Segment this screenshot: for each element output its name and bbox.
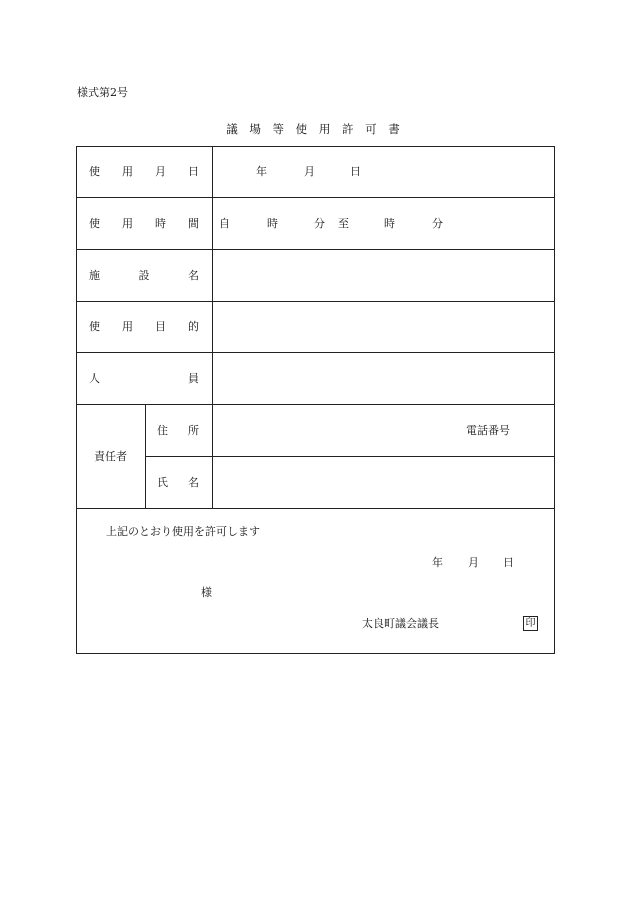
name-field[interactable] <box>213 457 554 507</box>
approval-month-field[interactable]: 月 <box>468 556 479 569</box>
issuer-title: 太良町議会議長 <box>362 617 439 630</box>
use-purpose-label: 使 用 目 的 <box>89 320 199 333</box>
facility-name-label: 施 設 名 <box>89 269 199 282</box>
responsible-person-label: 責任者 <box>94 450 127 463</box>
use-date-day-field[interactable]: 日 <box>350 165 361 178</box>
facility-name-field[interactable] <box>213 250 554 300</box>
use-date-label: 使 用 月 日 <box>89 165 199 178</box>
use-time-end-hour-field[interactable]: 時 <box>384 217 395 230</box>
name-label: 氏 名 <box>157 476 199 489</box>
addressee-suffix: 様 <box>201 586 212 599</box>
approval-year-field[interactable]: 年 <box>432 556 443 569</box>
row-divider <box>76 197 555 198</box>
approval-day-field[interactable]: 日 <box>503 556 514 569</box>
use-time-start-hour-field[interactable]: 時 <box>267 217 278 230</box>
row-divider <box>76 508 555 509</box>
headcount-field[interactable] <box>213 353 554 403</box>
use-time-end-minute-field[interactable]: 分 <box>432 217 443 230</box>
seal-icon: 印 <box>523 616 538 631</box>
use-time-from-marker: 自 <box>219 217 230 230</box>
headcount-label: 人 員 <box>89 372 199 385</box>
use-date-year-field[interactable]: 年 <box>256 165 267 178</box>
use-time-start-minute-field[interactable]: 分 <box>314 217 325 230</box>
column-divider <box>145 404 146 508</box>
document-title: 議 場 等 使 用 許 可 書 <box>226 122 404 136</box>
phone-number-label: 電話番号 <box>466 424 510 437</box>
use-purpose-field[interactable] <box>213 302 554 351</box>
use-date-month-field[interactable]: 月 <box>304 165 315 178</box>
address-field[interactable] <box>213 405 463 455</box>
address-label: 住 所 <box>157 424 199 437</box>
approval-statement: 上記のとおり使用を許可します <box>106 525 260 538</box>
form-number: 様式第2号 <box>77 86 128 99</box>
use-time-to-marker: 至 <box>338 217 349 230</box>
use-time-label: 使 用 時 間 <box>89 217 199 230</box>
